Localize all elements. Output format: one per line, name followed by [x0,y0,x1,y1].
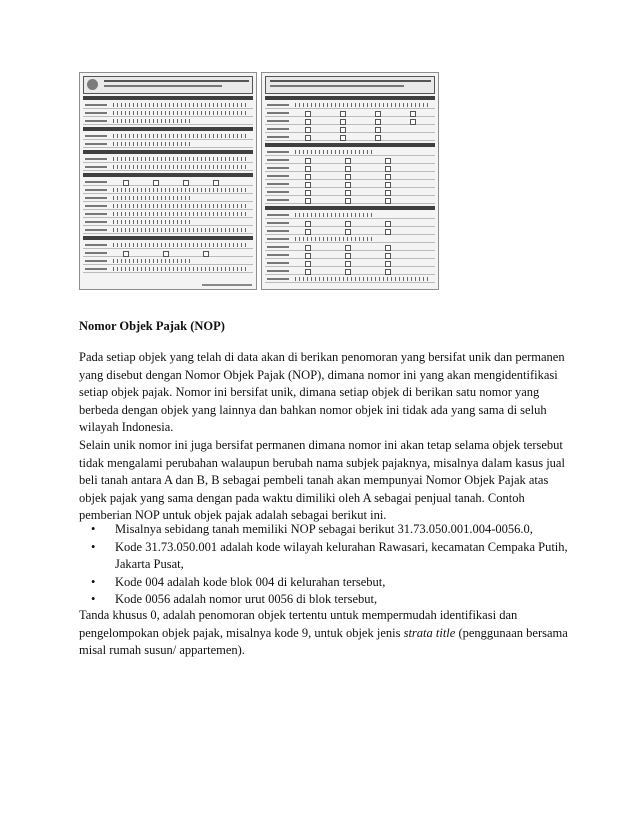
spop-form-image-page-2 [261,72,439,290]
paragraph-nop-permanence: Selain unik nomor ini juga bersifat permanen dimana nomor ini akan tetap selama objek tersebut tidak mengalami perubahan walaupun berubah nama subjek pajaknya, misalnya dalam kasus jual beli tanah antara A dan B, B sebagai pembeli tanah akan mempunyai Nomor Objek Pajak atas objek pajak yang sama dengan pada waktu dimiliki oleh A sebagai penjual tanah. Contoh pemberian NOP untuk objek pajak adalah sebagai berikut ini. [79,438,565,522]
paragraph-nop-definition: Pada setiap objek yang telah di data akan di berikan penomoran yang bersifat unik dan permanen yang disebut dengan Nomor Objek Pajak (NOP), dimana nomor ini yang akan mengidentifikasi setiap objek pajak. Nomor ini bersifat unik, dimana setiap objek di berikan satu nomor yang berbeda dengan objek yang lainnya dan bahkan nomor objek ini tidak ada yang sama di seluh wilayah Indonesia. [79,350,565,434]
list-item: • Kode 0056 adalah nomor urut 0056 di blok tersebut, [91,592,378,606]
strata-title-emphasis: strata title [403,625,456,640]
spop-form-image-page-1 [79,72,257,290]
paragraph-special-code: Tanda khusus 0, adalah penomoran objek tertentu untuk mempermudah identifikasi dan pengelompokan objek pajak, misalnya kode 9, untuk objek jenis strata title (penggunaan bersama misal rumah susun/ appartemen). [79,608,568,657]
list-item: • Kode 31.73.050.001 adalah kode wilayah kelurahan Rawasari, kecamatan Cempaka Putih, Jakarta Pusat, [91,539,568,571]
nop-example-list [79,521,569,609]
section-heading: Nomor Objek Pajak (NOP) [79,319,225,333]
list-item: • Misalnya sebidang tanah memiliki NOP sebagai berikut 31.73.050.001.004-0056.0, [91,522,533,536]
list-item: • Kode 004 adalah kode blok 004 di kelurahan tersebut, [91,574,386,589]
